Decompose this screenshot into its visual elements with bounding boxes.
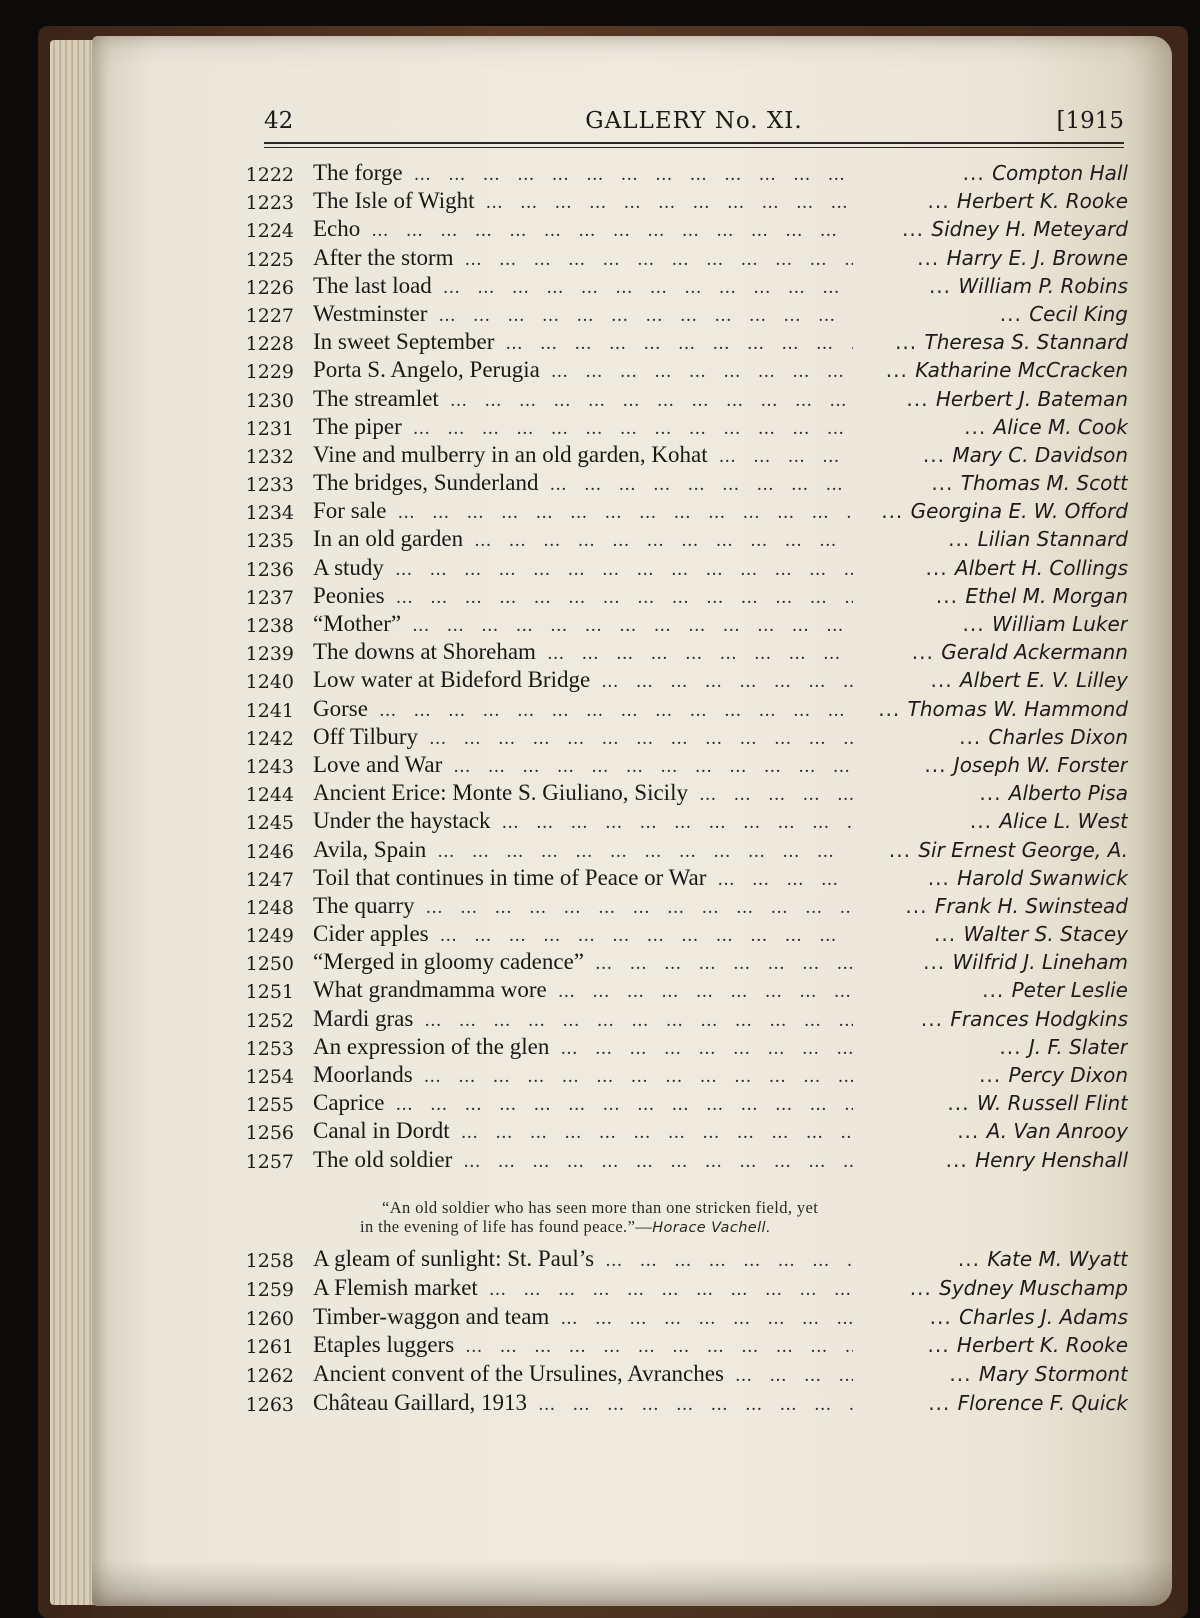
entry-artist: ... Sydney Muschamp (909, 1275, 1128, 1300)
leader-dots: ... (881, 499, 911, 524)
leader-dots: ... (999, 1034, 1029, 1059)
catalog-entry (238, 1304, 1128, 1333)
leader-dots: ... (925, 555, 955, 580)
catalog-entry (238, 696, 1128, 724)
entry-number: 1252 (245, 1009, 294, 1032)
leader-dots: ... (909, 1275, 940, 1300)
entry-title: Love and War ... (313, 752, 853, 778)
entry-number: 1256 (245, 1122, 294, 1145)
leader-dots: ... (928, 1390, 958, 1415)
catalog-entry (238, 160, 1128, 188)
catalog-entry (238, 977, 1128, 1005)
entry-artist: ... Ethel M. Morgan (935, 583, 1128, 608)
entry-artist: ... Wilfrid J. Lineham (923, 950, 1128, 975)
entry-title: An expression of the glen ... (313, 1034, 853, 1060)
catalog-entry (238, 611, 1128, 639)
entry-title: After the storm ... (313, 245, 853, 271)
entry-artist: ... Frances Hodgkins (920, 1006, 1128, 1031)
entry-title: The Isle of Wight ... (313, 188, 853, 214)
catalog-entry (238, 1147, 1128, 1175)
leader-dots: ... (979, 1063, 1009, 1087)
leader-dots: ... (959, 724, 989, 749)
catalog-entry (238, 921, 1128, 949)
entry-title: Echo ... (313, 216, 853, 242)
leader-dots: ... (885, 358, 916, 383)
leader-dots: ... (949, 1362, 979, 1387)
entry-title: The bridges, Sunderland ... (313, 470, 853, 496)
entry-title: The old soldier ... (313, 1147, 853, 1173)
entry-artist: ... Alice L. West (969, 809, 1128, 834)
leader-dots: ... (979, 781, 1009, 806)
catalog-entry (238, 837, 1128, 865)
entry-number: 1238 (245, 615, 294, 637)
catalog-entry (238, 498, 1128, 526)
leader-dots: ... (957, 1119, 987, 1144)
entry-artist: ... Mary C. Davidson (922, 442, 1128, 467)
catalog-entry (238, 216, 1128, 244)
catalog-entry (238, 414, 1128, 442)
entry-title: The last load ... (313, 273, 853, 299)
catalog-entry (238, 555, 1128, 583)
leader-dots: ... (928, 273, 959, 298)
entry-title: Canal in Dordt ... (313, 1118, 853, 1144)
leader-dots: ... (920, 1006, 951, 1031)
entry-artist: ... Compton Hall (962, 161, 1128, 185)
entry-artist: ... Percy Dixon (979, 1063, 1128, 1087)
entry-number: 1228 (245, 333, 294, 356)
leader-dots: ... (929, 1304, 960, 1329)
catalog-entry (238, 583, 1128, 611)
entry-number: 1255 (245, 1094, 294, 1117)
entry-title: The downs at Shoreham ... (313, 639, 853, 665)
leader-dots: ... (982, 978, 1012, 1003)
leader-dots: ... (906, 386, 936, 411)
page-number: 42 (264, 108, 294, 134)
entry-artist: ... Henry Henshall (945, 1147, 1128, 1172)
leader-dots: ... (927, 865, 958, 890)
entry-number: 1248 (245, 896, 294, 919)
entry-number: 1233 (245, 474, 294, 497)
catalog-entry (238, 301, 1128, 329)
entry-artist: ... Harry E. J. Browne (917, 245, 1128, 270)
entry-artist: ... William P. Robins (928, 273, 1128, 298)
leader-dots: ... (878, 696, 908, 721)
entry-title: The piper ... (313, 414, 853, 440)
quote-line-1: “An old soldier who has seen more than one stricken field, yet (382, 1198, 819, 1217)
entry-artist: ... Sir Ernest George, A. (888, 837, 1128, 862)
leader-dots: ... (923, 950, 953, 975)
entry-number: 1225 (245, 248, 294, 271)
leader-dots: ... (969, 809, 1000, 834)
catalog-entry (238, 386, 1128, 414)
leader-dots: ... (999, 301, 1030, 326)
entry-artist: ... Kate M. Wyatt (957, 1247, 1128, 1271)
page-header (264, 104, 1124, 144)
header-rule (264, 142, 1124, 144)
entry-title: Château Gaillard, 1913 ... (313, 1390, 853, 1416)
leader-dots: ... (922, 442, 953, 467)
entry-artist: ... Alice M. Cook (964, 414, 1128, 439)
entry-number: 1259 (245, 1278, 294, 1301)
entry-title: Porta S. Angelo, Perugia ... (313, 357, 853, 383)
entry-number: 1236 (245, 558, 294, 581)
entry-artist: ... Walter S. Stacey (934, 922, 1128, 947)
catalog-entry (238, 639, 1128, 667)
entry-title: A gleam of sunlight: St. Paul’s ... (313, 1246, 853, 1272)
leader-dots: ... (931, 471, 961, 496)
entry-artist: ... Georgina E. W. Offord (881, 499, 1128, 524)
entry-number: 1241 (245, 699, 294, 722)
catalog-entry (238, 1275, 1128, 1304)
catalog-entry (238, 470, 1128, 498)
entry-number: 1247 (245, 868, 294, 891)
leader-dots: ... (934, 922, 964, 947)
entry-number: 1250 (245, 953, 294, 976)
entry-title: Etaples luggers ... (313, 1332, 853, 1358)
entry-number: 1242 (245, 727, 294, 750)
entry-number: 1239 (245, 643, 294, 666)
catalog-entry (238, 1332, 1128, 1361)
entry-title: Moorlands ... (313, 1062, 853, 1088)
entry-artist: ... Katharine McCracken (885, 358, 1128, 383)
year-label: [1915 (1056, 108, 1124, 134)
catalog-entry (238, 526, 1128, 554)
entry-number: 1237 (245, 586, 294, 609)
entry-title: Off Tilbury ... (313, 724, 853, 750)
leader-dots: ... (901, 217, 932, 242)
entry-title: “Mother” ... (313, 611, 853, 637)
catalog-entry (238, 188, 1128, 216)
entry-artist: ... Albert H. Collings (925, 555, 1128, 580)
entry-artist: ... Gerald Ackermann (911, 640, 1128, 665)
entry-number: 1245 (245, 812, 294, 835)
entry-title: Westminster ... (313, 301, 853, 327)
entry-title: Ancient Erice: Monte S. Giuliano, Sicily ... (313, 780, 853, 806)
entry-title: Ancient convent of the Ursulines, Avranches ... (313, 1361, 853, 1387)
entry-title: The streamlet ... (313, 386, 853, 412)
leader-dots: ... (948, 527, 978, 552)
entry-number: 1244 (245, 784, 294, 807)
quote-line-2 (360, 1217, 1020, 1238)
entry-title: “Merged in gloomy cadence” ... (313, 949, 853, 975)
entry-artist: ... William Luker (962, 612, 1128, 636)
catalog-entry (238, 1090, 1128, 1118)
leader-dots: ... (911, 640, 942, 665)
entry-title: Under the haystack ... (313, 808, 853, 834)
entry-number: 1262 (245, 1365, 294, 1388)
entry-title: A Flemish market ... (313, 1275, 853, 1301)
catalog-entry (238, 949, 1128, 977)
entry-number: 1258 (245, 1250, 294, 1272)
entry-number: 1261 (245, 1336, 294, 1359)
entry-artist: ... Cecil King (999, 301, 1128, 326)
entry-title: Caprice ... (313, 1090, 853, 1116)
entry-number: 1251 (245, 981, 294, 1004)
catalog-list (238, 160, 1128, 1175)
entry-number: 1246 (245, 840, 294, 863)
entry-artist: ... Joseph W. Forster (924, 752, 1128, 777)
leader-dots: ... (947, 1091, 977, 1116)
catalog-entry (238, 1062, 1128, 1090)
entry-title: Cider apples ... (313, 921, 853, 947)
catalog-entry (238, 329, 1128, 357)
catalog-entry (238, 667, 1128, 695)
leader-dots: ... (905, 893, 935, 918)
entry-artist: ... Florence F. Quick (928, 1390, 1128, 1415)
entry-artist: ... Thomas W. Hammond (878, 696, 1128, 721)
entry-artist: ... Herbert K. Rooke (927, 189, 1128, 214)
entry-title: A study ... (313, 555, 853, 581)
entry-artist: ... Peter Leslie (982, 978, 1128, 1003)
entry-number: 1224 (245, 220, 294, 243)
entry-number: 1234 (245, 502, 294, 525)
entry-number: 1226 (245, 276, 294, 299)
entry-number: 1222 (245, 164, 294, 186)
catalog-entry (238, 245, 1128, 273)
entry-number: 1253 (245, 1037, 294, 1060)
catalog-entry (238, 1390, 1128, 1419)
entry-number: 1223 (245, 192, 294, 215)
leader-dots: ... (964, 414, 994, 439)
entry-artist: ... Herbert J. Bateman (906, 386, 1128, 411)
quotation (360, 1198, 1020, 1238)
entry-artist: ... Herbert K. Rooke (927, 1333, 1128, 1358)
entry-title: Timber-waggon and team ... (313, 1304, 853, 1330)
catalog-entry (238, 1361, 1128, 1390)
entry-title: Peonies ... (313, 583, 853, 609)
entry-number: 1227 (245, 304, 294, 327)
entry-title: In an old garden ... (313, 526, 853, 552)
entry-number: 1260 (245, 1307, 294, 1330)
leader-dots: ... (895, 330, 925, 355)
entry-artist: ... Alberto Pisa (979, 781, 1128, 806)
quote-line-2-text: in the evening of life has found peace.”— (360, 1217, 653, 1236)
leader-dots: ... (962, 161, 993, 185)
entry-artist: ... Charles Dixon (959, 724, 1128, 749)
entry-number: 1243 (245, 755, 294, 778)
leader-dots: ... (962, 612, 992, 636)
page-shadow (92, 1560, 1172, 1618)
entry-number: 1232 (245, 445, 294, 468)
leader-dots: ... (924, 752, 954, 777)
catalog-entry (238, 724, 1128, 752)
leader-dots: ... (957, 1247, 988, 1271)
catalog-entry (238, 442, 1128, 470)
entry-artist: ... J. F. Slater (999, 1034, 1128, 1059)
entry-artist: ... Harold Swanwick (927, 865, 1128, 890)
entry-artist: ... Frank H. Swinstead (905, 893, 1128, 918)
entry-title: Vine and mulberry in an old garden, Kohat ... (313, 442, 853, 468)
leader-dots: ... (888, 837, 919, 862)
entry-title: Gorse ... (313, 696, 853, 722)
entry-artist: ... W. Russell Flint (947, 1091, 1128, 1116)
leader-dots: ... (927, 189, 957, 214)
entry-number: 1229 (245, 361, 294, 384)
catalog-entry (238, 1034, 1128, 1062)
entry-artist: ... Charles J. Adams (929, 1304, 1128, 1329)
entry-title: Toil that continues in time of Peace or War ... (313, 865, 853, 891)
catalog-list-continued (238, 1246, 1128, 1419)
entry-number: 1257 (245, 1150, 294, 1173)
entry-number: 1231 (245, 417, 294, 440)
entry-title: For sale ... (313, 498, 853, 524)
catalog-entry (238, 1006, 1128, 1034)
entry-title: Low water at Bideford Bridge ... (313, 667, 853, 693)
header-rule-thin (264, 147, 1124, 148)
entry-title: Mardi gras ... (313, 1006, 853, 1032)
catalog-entry (238, 1246, 1128, 1275)
gallery-title: GALLERY No. XI. (585, 108, 803, 134)
leader-dots: ... (935, 583, 966, 608)
catalog-entry (238, 273, 1128, 301)
catalog-entry (238, 752, 1128, 780)
entry-number: 1235 (245, 530, 294, 553)
leader-dots: ... (945, 1147, 976, 1172)
leader-dots: ... (917, 245, 947, 270)
entry-number: 1254 (245, 1066, 294, 1088)
entry-number: 1249 (245, 925, 294, 948)
catalog-entry (238, 1118, 1128, 1146)
entry-number: 1240 (245, 671, 294, 694)
entry-artist: ... Mary Stormont (949, 1362, 1128, 1387)
entry-title: Avila, Spain ... (313, 837, 853, 863)
leader-dots: ... (927, 1333, 957, 1358)
entry-title: The forge ... (313, 160, 853, 186)
entry-artist: ... Thomas M. Scott (931, 471, 1128, 496)
entry-artist: ... Theresa S. Stannard (895, 330, 1128, 355)
entry-artist: ... Sidney H. Meteyard (901, 217, 1128, 242)
entry-artist: ... Albert E. V. Lilley (930, 668, 1128, 693)
catalog-entry (238, 357, 1128, 385)
catalog-entry (238, 808, 1128, 836)
catalog-entry (238, 865, 1128, 893)
catalog-entry (238, 780, 1128, 808)
entry-title: The quarry ... (313, 893, 853, 919)
entry-artist: ... A. Van Anrooy (957, 1119, 1128, 1144)
entry-number: 1263 (245, 1393, 294, 1416)
quote-author: Horace Vachell. (652, 1220, 771, 1236)
leader-dots: ... (930, 668, 960, 693)
catalog-entry (238, 893, 1128, 921)
entry-title: What grandmamma wore ... (313, 977, 853, 1003)
entry-artist: ... Lilian Stannard (948, 527, 1128, 552)
entry-number: 1230 (245, 389, 294, 412)
entry-title: In sweet September ... (313, 329, 853, 355)
